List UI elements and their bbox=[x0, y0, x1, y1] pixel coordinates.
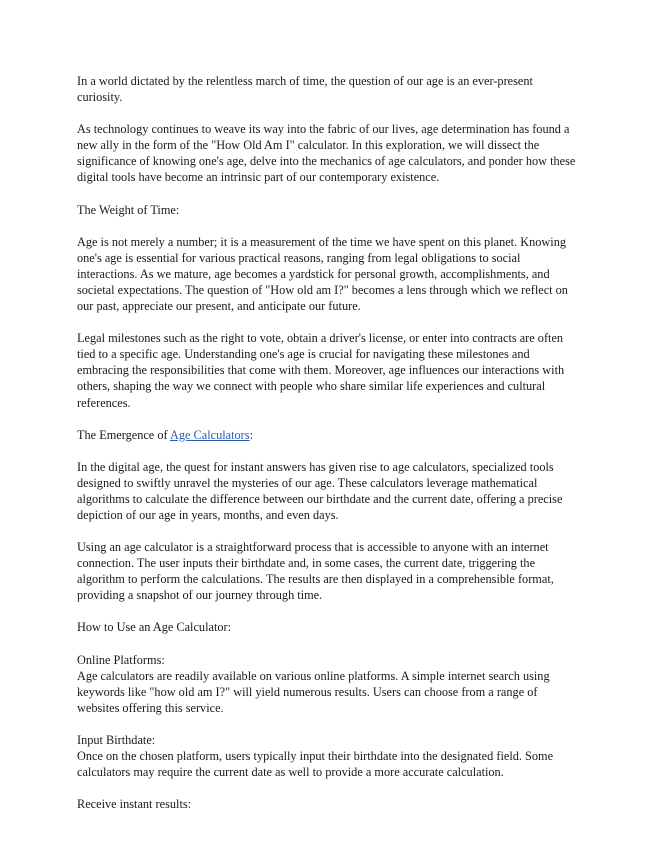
how-to-heading: How to Use an Age Calculator: bbox=[77, 620, 232, 635]
digital-age-paragraph: In the digital age, the quest for instant answers has given rise to age calculators, specialized tools designed to swiftly unravel the mysteries of our age. These calculators leverage mathematical algorithms to calculate the difference between our birthdate and the current date, offering a precise depiction of our age in years, months, and even days. bbox=[77, 459, 563, 522]
online-platforms-text: Age calculators are readily available on various online platforms. A simple internet search using keywords like "how old am I?" will yield numerous results. Users can choose from a range of websites offering this service. bbox=[77, 668, 550, 715]
receive-results-title: Receive instant results: bbox=[77, 797, 192, 812]
emergence-heading-suffix: : bbox=[249, 427, 253, 442]
input-birthdate-text: Once on the chosen platform, users typically input their birthdate into the designated field. Some calculators may require the current date as well to provide a more accurate calculation. bbox=[77, 749, 554, 780]
technology-paragraph: As technology continues to weave its way into the fabric of our lives, age determination has found a new ally in the form of the "How Old Am I" calculator. In this exploration, we will dissect the significance of knowing one's age, delve into the mechanics of age calculators, and ponder how these digital tools have become an intrinsic part of our contemporary existence. bbox=[77, 122, 576, 185]
usage-paragraph: Using an age calculator is a straightforward process that is accessible to anyone with an internet connection. The user inputs their birthdate and, in some cases, the current date, triggering the algorithm to perform the calculations. The results are then displayed in a comprehensible format, providing a snapshot of our journey through time. bbox=[77, 540, 554, 603]
emergence-heading bbox=[77, 427, 577, 443]
legal-milestones-paragraph: Legal milestones such as the right to vote, obtain a driver's license, or enter into contracts are often tied to a specific age. Understanding one's age is crucial for navigating these milestones and embracing the responsibilities that come with them. Moreover, age influences our interactions with others, shaping the way we connect with people who share similar life experiences and cultural references. bbox=[77, 331, 565, 410]
weight-of-time-heading: The Weight of Time: bbox=[77, 202, 180, 217]
online-platforms-title: Online Platforms: bbox=[77, 652, 165, 667]
document-body bbox=[77, 73, 577, 828]
input-birthdate-title: Input Birthdate: bbox=[77, 732, 156, 747]
age-calculators-link[interactable]: Age Calculators bbox=[169, 427, 250, 442]
emergence-heading-prefix: The Emergence of bbox=[77, 427, 170, 442]
age-measurement-paragraph: Age is not merely a number; it is a measurement of the time we have spent on this planet. Knowing one's age is essential for various practical reasons, ranging from legal obligations to social interactions. As we mature, age becomes a yardstick for personal growth, accomplishments, and societal expectations. The question of "How old am I?" becomes a lens through which we reflect on our past, appreciate our present, and anticipate our future. bbox=[77, 234, 568, 314]
intro-paragraph: In a world dictated by the relentless march of time, the question of our age is an ever-present curiosity. bbox=[77, 74, 533, 105]
